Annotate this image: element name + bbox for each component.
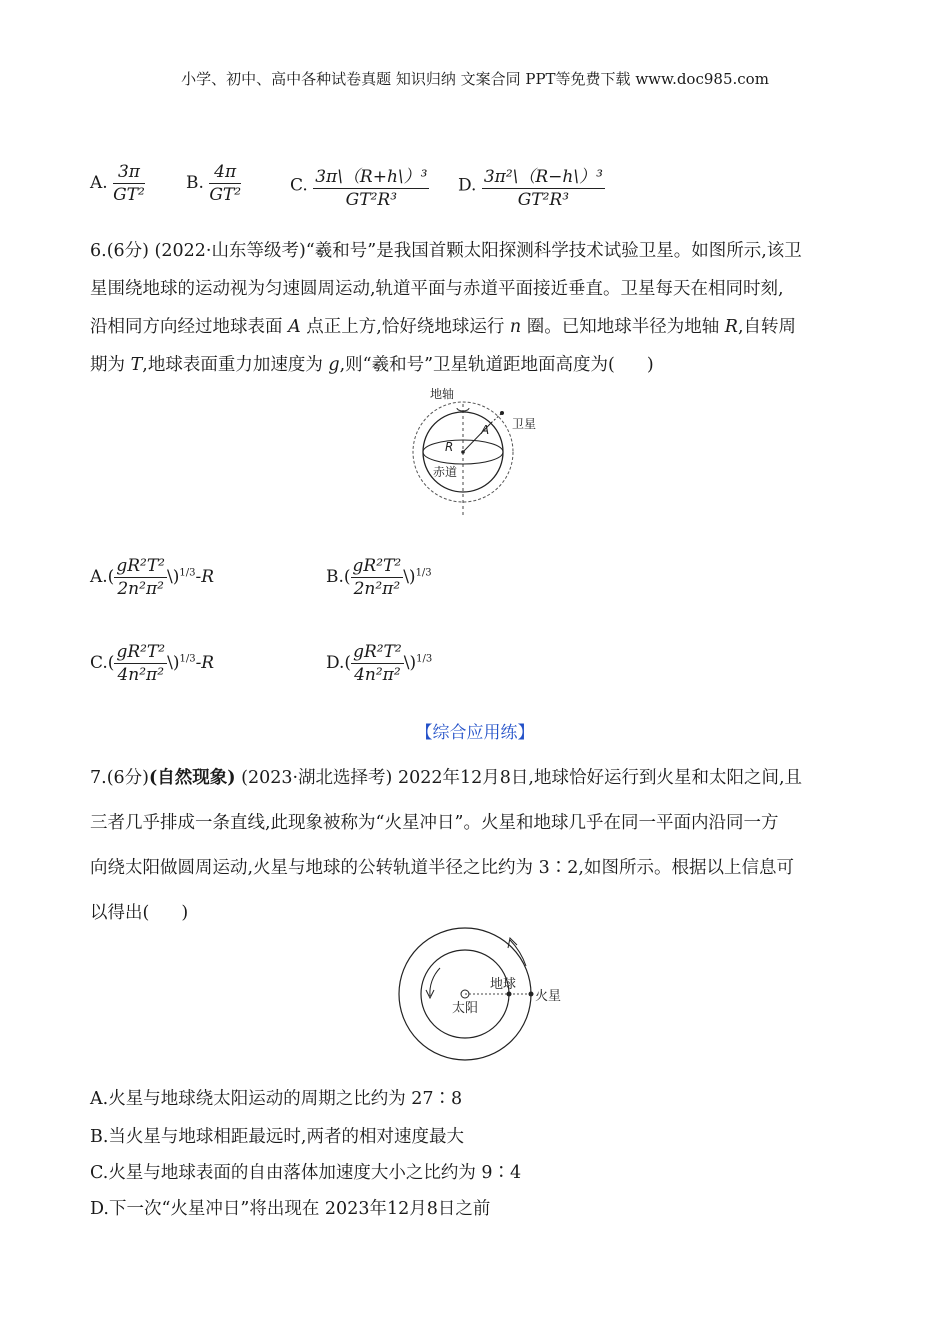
mars-label: 火星 [535,989,562,1004]
q7-option-c[interactable]: C.火星与地球表面的自由落体加速度大小之比约为 9∶4 [90,1163,522,1183]
exponent: 1/3 [179,567,196,579]
satellite-dot [500,411,504,415]
q5-option-a[interactable] [90,162,145,205]
q6-line-2: 星围绕地球的运动视为匀速圆周运动,轨道平面与赤道平面接近垂直。卫星每天在相同时刻, [90,279,784,299]
q7-option-b[interactable]: B.当火星与地球相距最远时,两者的相对速度最大 [90,1127,464,1147]
text: ) [181,903,189,923]
numerator: gR²T² [116,642,166,662]
option-label: C. [290,175,308,196]
numerator: 3π\（R+h\）³ [313,162,429,189]
earth-dot [507,992,512,997]
text: ,地球表面重力加速度为 [142,355,329,375]
earth-label: 地球 [490,977,517,992]
axis-label: 地轴 [430,387,455,401]
q7-stem [90,756,862,936]
option-label: B.( [326,567,351,587]
option-label: C.( [90,653,115,673]
earth-direction-arrow [430,968,440,996]
text: 以得出( [90,903,150,923]
option-label: D. [458,175,477,196]
text: ,则“羲和号”卫星轨道距地面高度为( [339,355,615,375]
fraction [351,556,404,599]
tail: -R [195,653,215,673]
section-title: 【综合应用练】 [415,723,535,743]
q7-line-3: 向绕太阳做圆周运动,火星与地球的公转轨道半径之比约为 3∶2,如图所示。根据以上信息可 [90,858,794,878]
q6-line-1: 6.(6分) (2022·山东等级考)“羲和号”是我国首颗太阳探测科学技术试验卫星。如图所示,该卫 [90,241,802,261]
var-t: T [130,355,143,375]
close-paren: \) [403,653,417,673]
numerator: 3π²\（R−h\）³ [482,162,605,189]
mars-dot [529,992,534,997]
sun-label: 太阳 [452,1001,479,1016]
q7-line-2: 三者几乎排成一条直线,此现象被称为“火星冲日”。火星和地球几乎在同一平面内沿同一方 [90,813,779,833]
q7-option-d[interactable]: D.下一次“火星冲日”将出现在 2023年12月8日之前 [90,1199,491,1219]
denominator: 4n²π² [117,665,165,685]
rotation-arrow-icon [457,408,469,411]
orbit-figure [390,926,580,1066]
var-n: n [509,317,522,337]
q7-option-a[interactable]: A.火星与地球绕太阳运动的周期之比约为 27∶8 [90,1089,463,1109]
point-a-label: A [481,423,490,437]
numerator: 3π [113,162,145,184]
text: 期为 [90,355,131,375]
numerator: gR²T² [353,642,402,662]
radius-label: R [445,440,454,454]
equator-label: 赤道 [433,465,458,479]
denominator: 2n²π² [353,579,401,599]
q6-stem [90,232,862,384]
page-header: 小学、初中、高中各种试卷真题 知识归纳 文案合同 PPT等免费下载 www.doc985.com [181,70,769,88]
text: 点正上方,恰好绕地球运行 [300,317,510,337]
text: 圈。已知地球半径为地轴 [521,317,725,337]
q6-option-c[interactable] [90,642,214,685]
q5-option-b[interactable] [186,162,241,205]
q6-option-d[interactable] [326,642,432,685]
denominator: 2n²π² [117,579,164,599]
earth-satellite-figure [400,378,550,518]
text: (2023·湖北选择考) 2022年12月8日,地球恰好运行到火星和太阳之间,且 [235,768,803,788]
close-paren: \) [166,567,180,587]
exponent: 1/3 [415,567,432,579]
topic-tag: (自然现象) [149,768,236,788]
q7-line-1 [90,756,862,801]
q5-option-d[interactable] [458,162,605,210]
option-label: A.( [90,567,115,587]
denominator: 4n²π² [354,665,401,685]
option-label: D.( [326,653,352,673]
denominator: GT²R³ [517,190,570,210]
fraction [114,642,167,685]
fraction [313,162,429,210]
fraction [114,556,167,599]
numerator: gR²T² [352,556,402,576]
option-label: B. [186,173,204,193]
option-label: A. [90,173,108,193]
close-paren: \) [167,653,180,673]
text: 7.(6分) [90,768,149,788]
text: ) [646,355,654,375]
var-r: R [724,317,738,337]
mars-direction-arrow [510,940,526,966]
fraction [482,162,605,210]
close-paren: \) [403,567,416,587]
q6-line-3 [90,308,862,346]
numerator: 4π [209,162,241,184]
q5-option-c[interactable] [290,162,429,210]
denominator: GT²R³ [345,190,398,210]
denominator: GT² [113,185,145,205]
earth-center [461,450,465,454]
text: ,自转周 [737,317,797,337]
fraction [351,642,404,685]
exponent: 1/3 [416,653,433,665]
q6-option-b[interactable] [326,556,432,599]
q6-option-a[interactable] [90,556,214,599]
var-a: A [288,317,301,337]
exponent: 1/3 [179,653,196,665]
numerator: gR²T² [116,556,165,576]
fraction [113,162,145,205]
denominator: GT² [209,185,242,205]
var-g: g [328,355,340,375]
fraction [209,162,241,205]
satellite-label: 卫星 [512,417,537,431]
text: 沿相同方向经过地球表面 [90,317,289,337]
tail: -R [195,567,214,587]
